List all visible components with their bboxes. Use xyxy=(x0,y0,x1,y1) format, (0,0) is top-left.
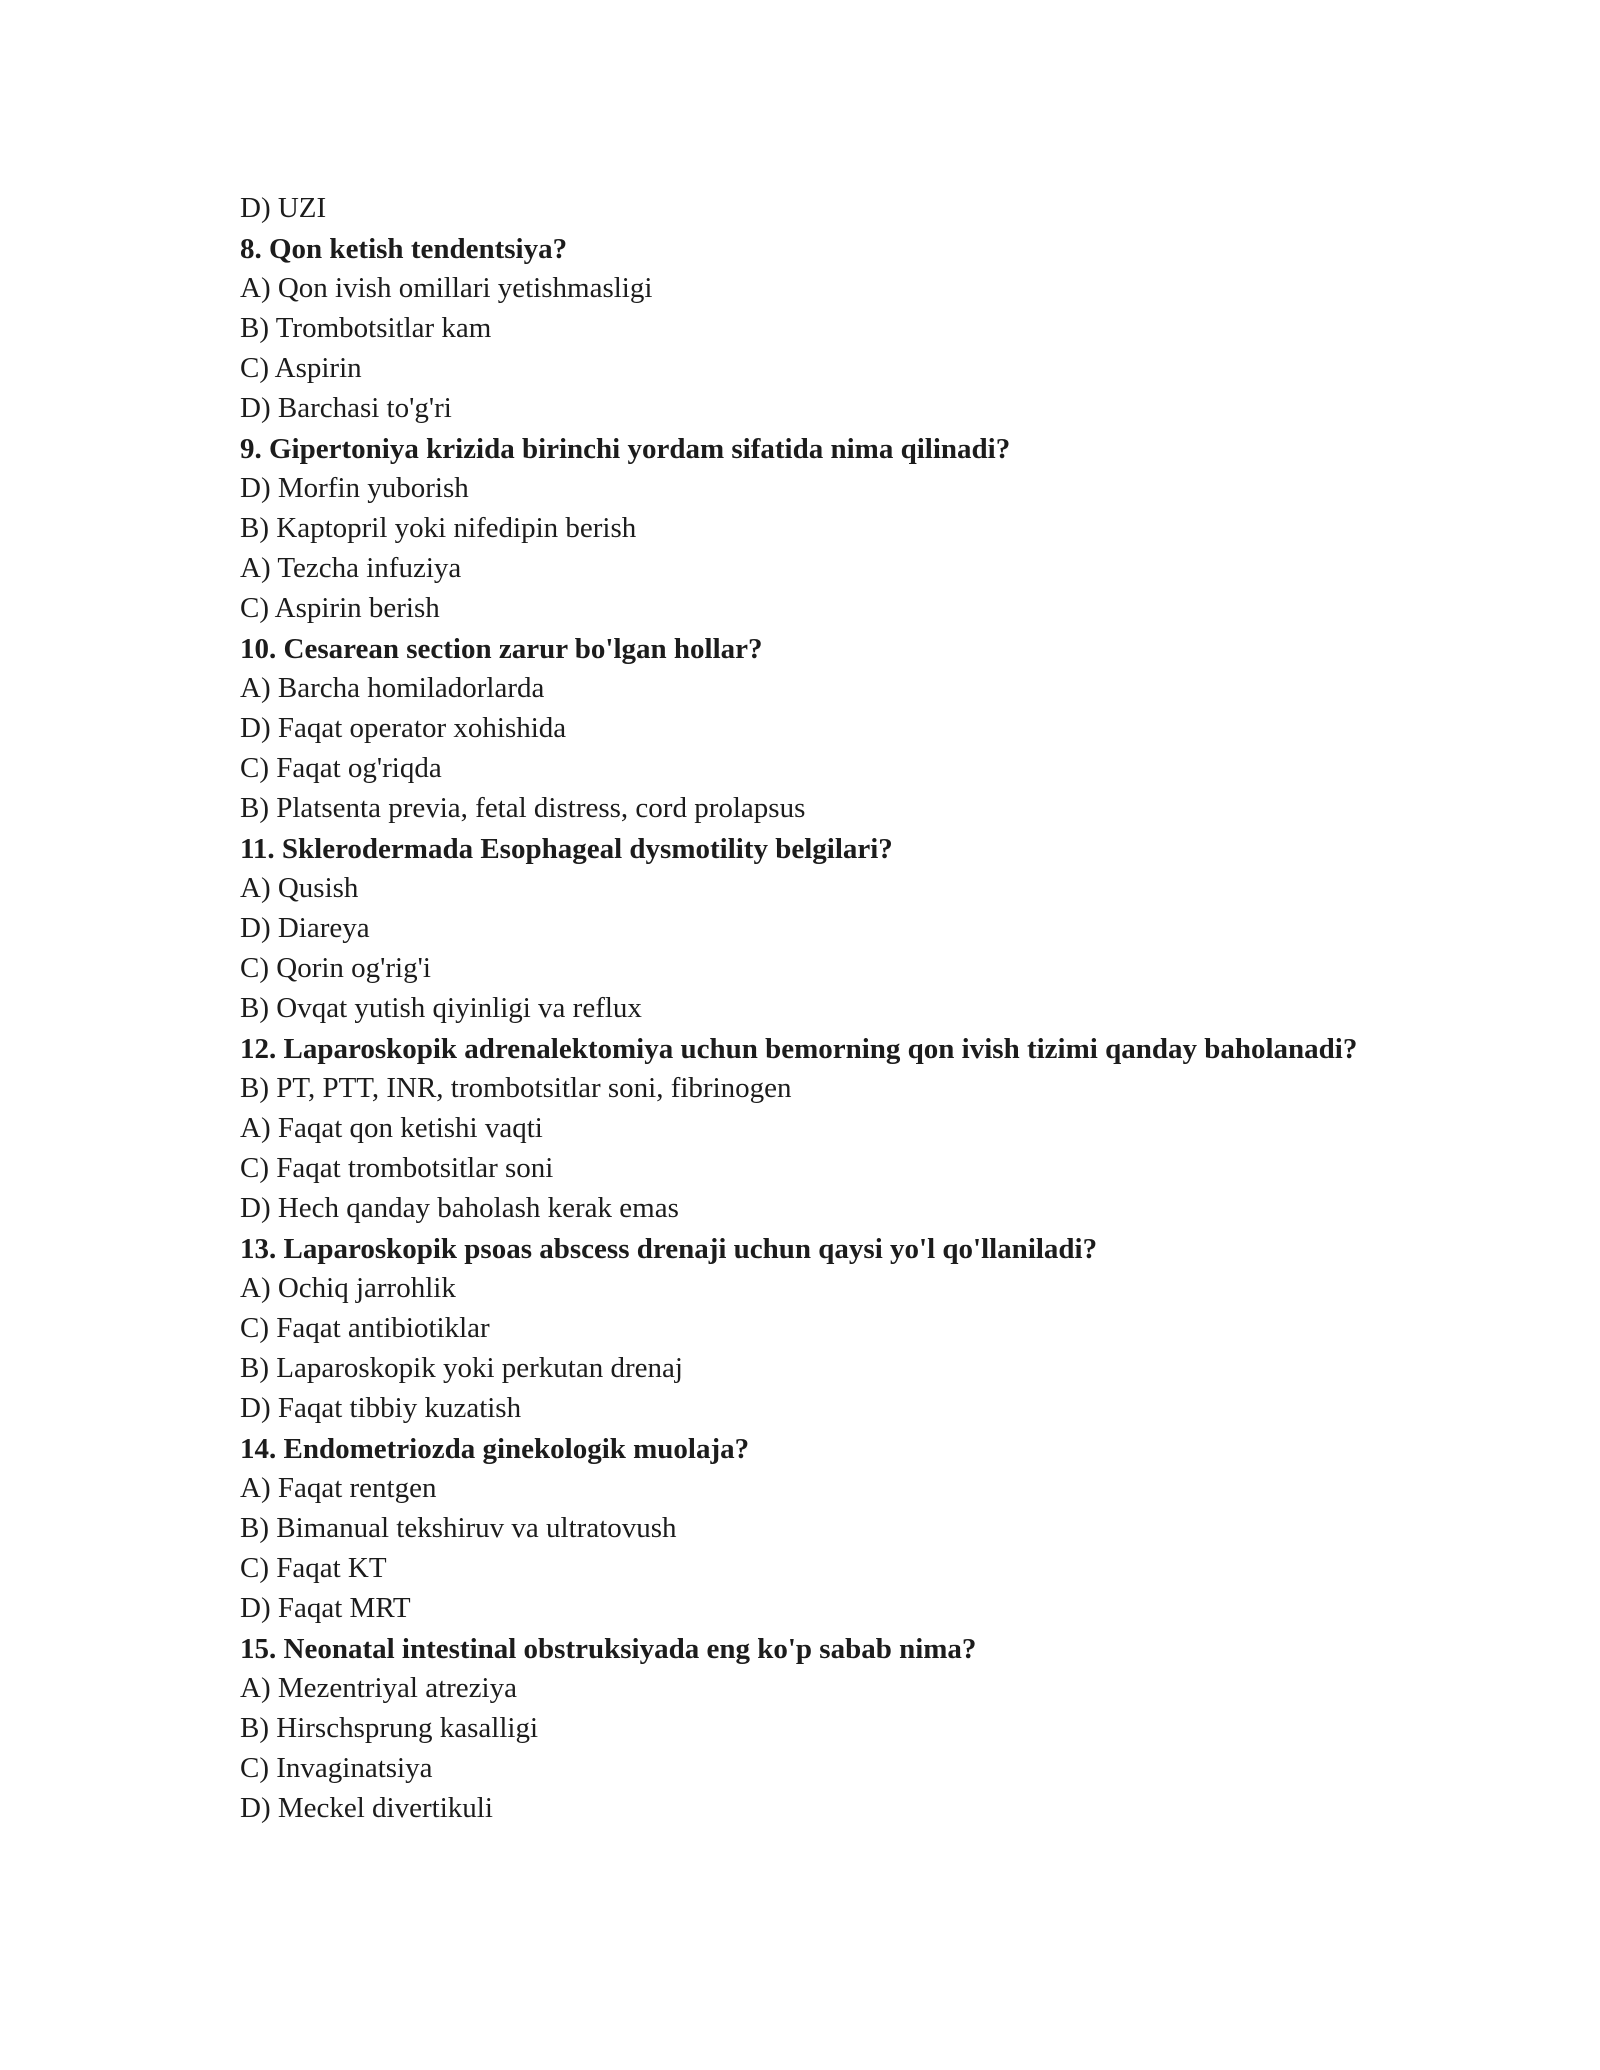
answer-option: C) Faqat KT xyxy=(240,1552,387,1584)
question-13: 13. Laparoskopik psoas abscess drenaji uchun qaysi yo'l qo'llaniladi? xyxy=(240,1233,1098,1265)
question-10: 10. Cesarean section zarur bo'lgan hollar? xyxy=(240,633,763,665)
answer-option: D) Barchasi to'g'ri xyxy=(240,392,452,424)
answer-option: C) Invaginatsiya xyxy=(240,1752,433,1784)
answer-option: B) Laparoskopik yoki perkutan drenaj xyxy=(240,1352,683,1384)
question-15: 15. Neonatal intestinal obstruksiyada eng ko'p sabab nima? xyxy=(240,1633,977,1665)
answer-option: A) Barcha homiladorlarda xyxy=(240,672,545,704)
answer-option: C) Aspirin berish xyxy=(240,592,440,624)
answer-option: A) Qon ivish omillari yetishmasligi xyxy=(240,272,653,304)
answer-option: B) Trombotsitlar kam xyxy=(240,312,492,344)
answer-option: B) Hirschsprung kasalligi xyxy=(240,1712,539,1744)
answer-option: D) Faqat tibbiy kuzatish xyxy=(240,1392,522,1424)
answer-option: D) UZI xyxy=(240,192,327,224)
question-8: 8. Qon ketish tendentsiya? xyxy=(240,233,568,265)
answer-option: B) Kaptopril yoki nifedipin berish xyxy=(240,512,637,544)
answer-option: D) Hech qanday baholash kerak emas xyxy=(240,1192,679,1224)
answer-option: B) Platsenta previa, fetal distress, cord prolapsus xyxy=(240,792,806,824)
answer-option: B) PT, PTT, INR, trombotsitlar soni, fibrinogen xyxy=(240,1072,792,1104)
answer-option: C) Faqat antibiotiklar xyxy=(240,1312,490,1344)
answer-option: A) Mezentriyal atreziya xyxy=(240,1672,517,1704)
answer-option: D) Morfin yuborish xyxy=(240,472,469,504)
answer-option: D) Meckel divertikuli xyxy=(240,1792,493,1824)
answer-option: A) Tezcha infuziya xyxy=(240,552,462,584)
answer-option: D) Faqat MRT xyxy=(240,1592,411,1624)
answer-option: C) Qorin og'rig'i xyxy=(240,952,431,984)
answer-option: C) Aspirin xyxy=(240,352,362,384)
answer-option: D) Diareya xyxy=(240,912,370,944)
answer-option: B) Bimanual tekshiruv va ultratovush xyxy=(240,1512,677,1544)
answer-option: B) Ovqat yutish qiyinligi va reflux xyxy=(240,992,642,1024)
question-11: 11. Sklerodermada Esophageal dysmotility belgilari? xyxy=(240,833,893,865)
question-9: 9. Gipertoniya krizida birinchi yordam sifatida nima qilinadi? xyxy=(240,433,1011,465)
answer-option: A) Qusish xyxy=(240,872,359,904)
document-page xyxy=(240,188,1360,1828)
answer-option: C) Faqat og'riqda xyxy=(240,752,442,784)
answer-option: A) Ochiq jarrohlik xyxy=(240,1272,456,1304)
answer-option: D) Faqat operator xohishida xyxy=(240,712,567,744)
answer-option: C) Faqat trombotsitlar soni xyxy=(240,1152,554,1184)
question-14: 14. Endometriozda ginekologik muolaja? xyxy=(240,1433,750,1465)
question-12: 12. Laparoskopik adrenalektomiya uchun bemorning qon ivish tizimi qanday baholanadi? xyxy=(240,1033,1358,1065)
answer-option: A) Faqat qon ketishi vaqti xyxy=(240,1112,543,1144)
answer-option: A) Faqat rentgen xyxy=(240,1472,437,1504)
